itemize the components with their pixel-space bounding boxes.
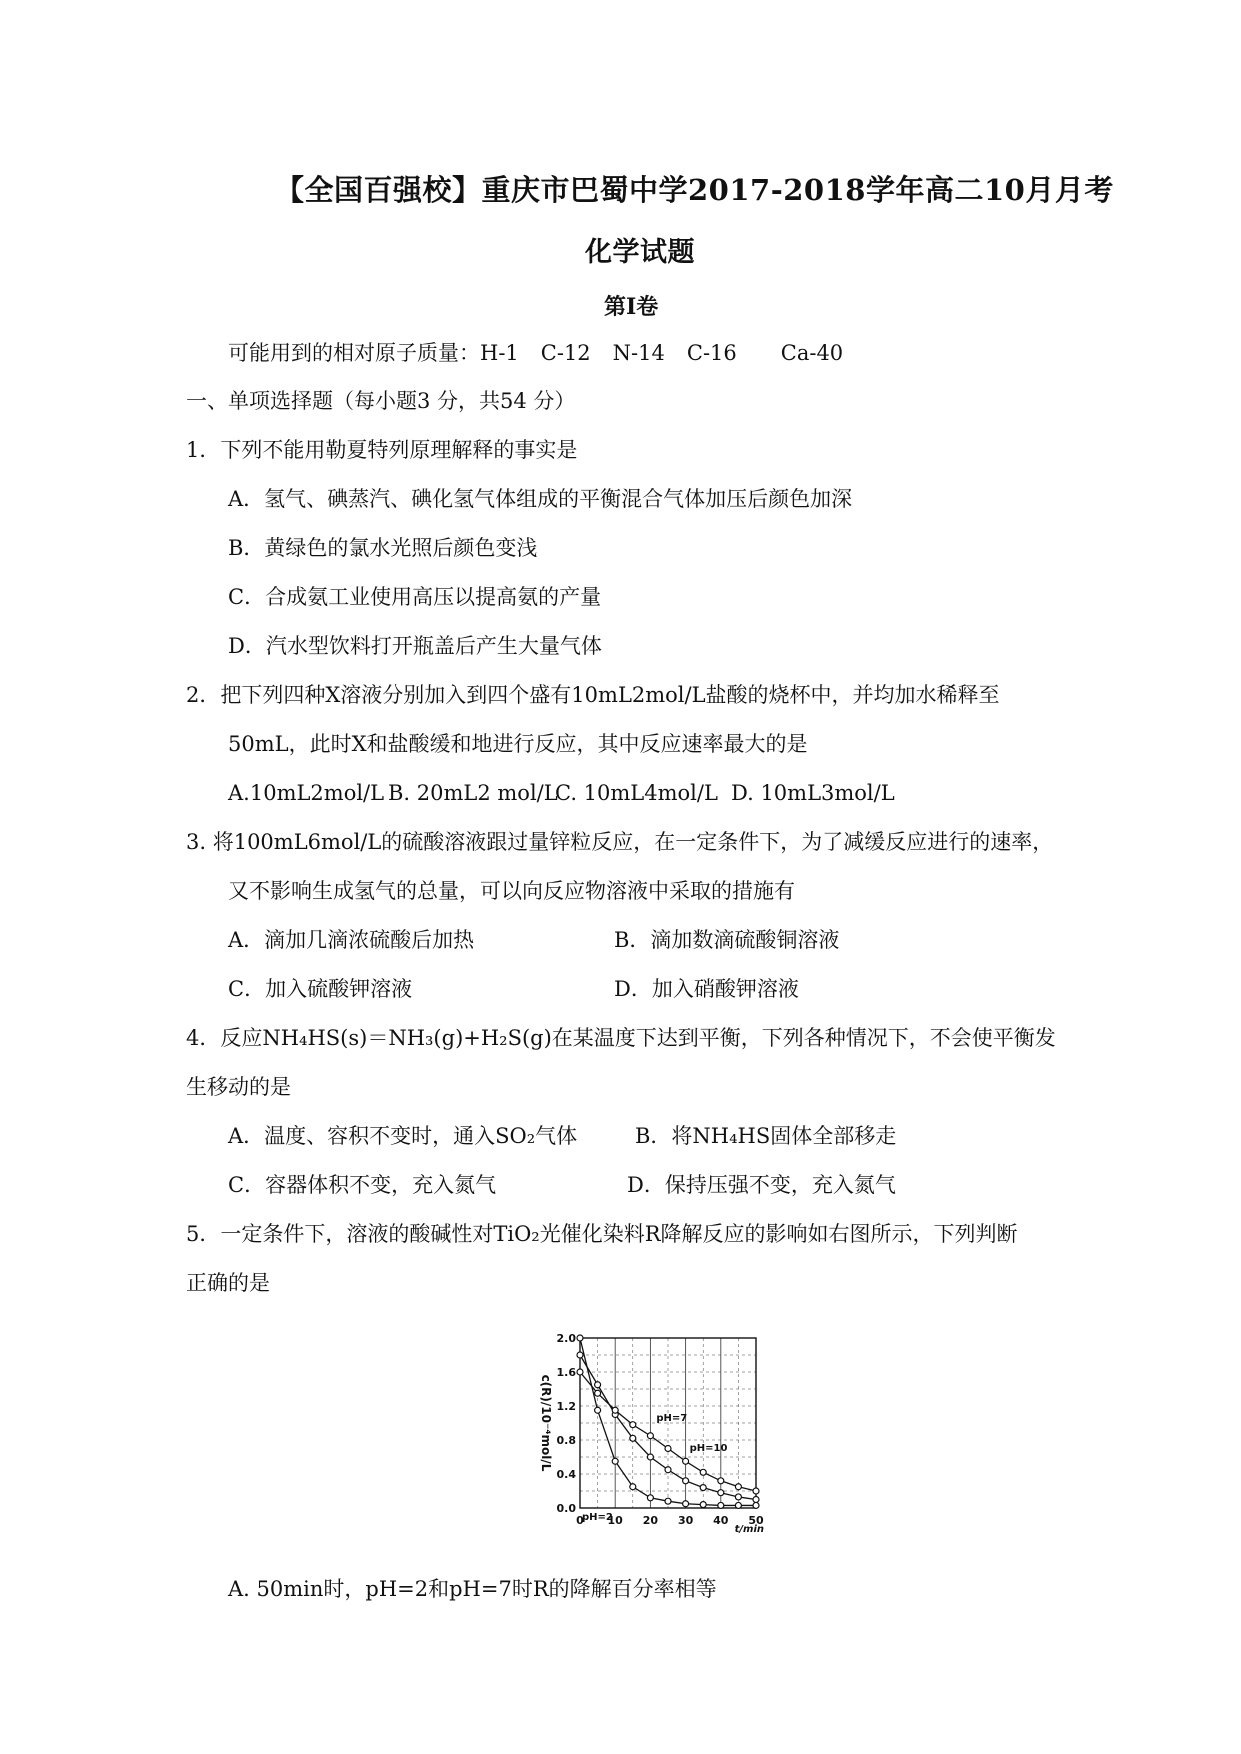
series-label: pH=10 xyxy=(689,1442,728,1454)
y-tick-label: 2.0 xyxy=(556,1332,576,1345)
data-point xyxy=(577,1352,583,1358)
y-tick-label: 1.2 xyxy=(556,1400,576,1413)
data-point xyxy=(683,1478,689,1484)
data-point xyxy=(647,1454,653,1460)
data-point xyxy=(753,1497,759,1503)
series-label: pH=2 xyxy=(582,1512,613,1523)
data-point xyxy=(647,1433,653,1439)
question-stem: 正确的是 xyxy=(186,1271,270,1295)
data-point xyxy=(718,1478,724,1484)
data-point xyxy=(647,1495,653,1501)
data-point xyxy=(700,1485,706,1491)
data-point xyxy=(735,1502,741,1508)
data-point xyxy=(630,1484,636,1490)
data-point xyxy=(630,1435,636,1441)
option-a: A．滴加几滴浓硫酸后加热 xyxy=(228,928,475,952)
option-c: C. 10mL4mol/L xyxy=(555,781,718,805)
data-point xyxy=(665,1446,671,1452)
x-tick-label: 40 xyxy=(713,1514,729,1527)
x-tick-label: 10 xyxy=(607,1514,623,1527)
data-point xyxy=(683,1458,689,1464)
atomic-mass-item: C-16 xyxy=(686,341,737,365)
option-c: C．合成氨工业使用高压以提高氨的产量 xyxy=(228,585,602,609)
series-label: pH=7 xyxy=(656,1413,688,1424)
exam-subtitle: 化学试题 xyxy=(585,237,695,268)
atomic-mass-item: C-12 xyxy=(540,341,591,365)
option-a: A. 50min时，pH=2和pH=7时R的降解百分率相等 xyxy=(228,1577,717,1601)
degradation-chart xyxy=(528,1318,778,1548)
data-point xyxy=(753,1488,759,1494)
option-b: B．将NH₄HS固体全部移走 xyxy=(635,1124,897,1148)
y-axis-label: c(R)/10⁻⁴mol/L xyxy=(539,1374,553,1472)
data-point xyxy=(735,1484,741,1490)
data-point xyxy=(735,1494,741,1500)
y-tick-label: 0.0 xyxy=(556,1502,576,1515)
data-point xyxy=(612,1458,618,1464)
option-d: D. 10mL3mol/L xyxy=(731,781,895,805)
x-tick-label: 20 xyxy=(642,1514,659,1527)
data-point xyxy=(665,1498,671,1504)
option-d: D．加入硝酸钾溶液 xyxy=(614,977,799,1001)
question-stem: 2．把下列四种X溶液分别加入到四个盛有10mL2mol/L盐酸的烧杯中，并均加水稀释至 xyxy=(186,683,1000,707)
data-point xyxy=(577,1335,583,1341)
option-b: B．滴加数滴硫酸铜溶液 xyxy=(614,928,840,952)
x-tick-label: 50 xyxy=(748,1514,764,1527)
atomic-mass-item: Ca-40 xyxy=(780,341,844,365)
exam-title: 【全国百强校】重庆市巴蜀中学2017-2018学年高二10月月考 xyxy=(275,173,1114,207)
data-point xyxy=(577,1369,583,1375)
question-stem: 生移动的是 xyxy=(186,1075,291,1099)
x-tick-label: 0 xyxy=(576,1514,584,1527)
chart-ticks xyxy=(557,1332,764,1527)
option-b: B．黄绿色的氯水光照后颜色变浅 xyxy=(228,536,538,560)
y-tick-label: 1.6 xyxy=(556,1366,576,1379)
data-point xyxy=(612,1407,618,1413)
option-c: C．加入硫酸钾溶液 xyxy=(228,977,413,1001)
option-a: A.10mL2mol/L xyxy=(228,781,385,805)
atomic-mass-item: H-1 xyxy=(480,341,519,365)
y-tick-label: 0.4 xyxy=(556,1468,576,1481)
atomic-mass-line xyxy=(228,339,843,367)
data-point xyxy=(753,1502,759,1508)
question-stem: 3. 将100mL6mol/L的硫酸溶液跟过量锌粒反应，在一定条件下，为了减缓反应进行的速率， xyxy=(186,830,1054,854)
volume-heading: 第I卷 xyxy=(604,294,659,320)
x-axis-label: t/min xyxy=(734,1524,764,1535)
atomic-mass-item: N-14 xyxy=(612,341,665,365)
data-point xyxy=(700,1502,706,1508)
data-point xyxy=(700,1469,706,1475)
data-point xyxy=(718,1502,724,1508)
data-point xyxy=(718,1490,724,1496)
option-d: D．汽水型饮料打开瓶盖后产生大量气体 xyxy=(228,634,602,658)
question-stem: 50mL，此时X和盐酸缓和地进行反应，其中反应速率最大的是 xyxy=(228,732,808,756)
option-b: B. 20mL2 mol/L xyxy=(388,781,558,805)
question-stem: 1．下列不能用勒夏特列原理解释的事实是 xyxy=(186,438,578,462)
question-stem: 5．一定条件下，溶液的酸碱性对TiO₂光催化染料R降解反应的影响如右图所示，下列判断 xyxy=(186,1222,1018,1246)
question-stem: 4．反应NH₄HS(s)＝NH₃(g)+H₂S(g)在某温度下达到平衡，下列各种情况下，不会使平衡发 xyxy=(186,1026,1056,1050)
option-a: A．氢气、碘蒸汽、碘化氢气体组成的平衡混合气体加压后颜色加深 xyxy=(228,487,853,511)
x-tick-label: 30 xyxy=(677,1514,694,1527)
option-a: A．温度、容积不变时，通入SO₂气体 xyxy=(228,1124,578,1148)
data-point xyxy=(595,1407,601,1413)
option-d: D．保持压强不变，充入氮气 xyxy=(627,1173,896,1197)
data-point xyxy=(665,1467,671,1473)
option-c: C．容器体积不变，充入氮气 xyxy=(228,1173,497,1197)
y-tick-label: 0.8 xyxy=(556,1434,576,1447)
atomic-mass-label: 可能用到的相对原子质量： xyxy=(228,341,480,365)
data-point xyxy=(595,1382,601,1388)
data-point xyxy=(683,1501,689,1507)
data-point xyxy=(595,1390,601,1396)
question-stem: 又不影响生成氢气的总量，可以向反应物溶液中采取的措施有 xyxy=(228,879,795,903)
section-heading: 一、单项选择题（每小题3 分，共54 分） xyxy=(186,389,576,413)
data-point xyxy=(630,1422,636,1428)
